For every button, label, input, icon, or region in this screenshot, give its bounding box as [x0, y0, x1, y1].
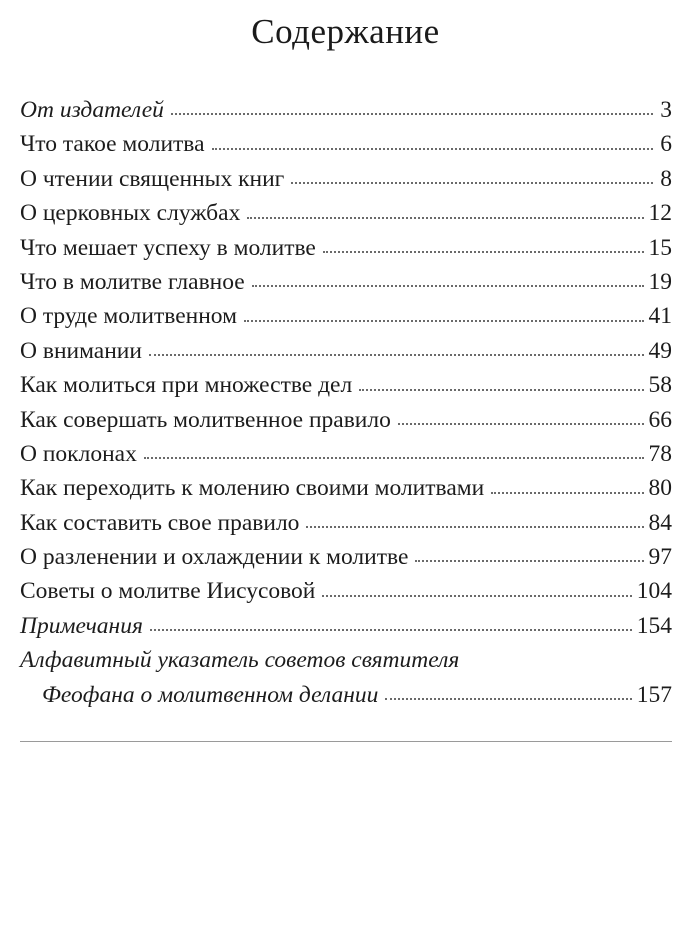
toc-entry-label: О разленении и охлаждении к молитве — [20, 544, 409, 571]
leader-dots — [252, 285, 644, 287]
toc-entry-label: Как переходить к молению своими молитвами — [20, 475, 485, 502]
leader-dots — [149, 354, 644, 356]
toc-entry[interactable] — [20, 473, 672, 507]
toc-entry-label: Как молиться при множестве дел — [20, 372, 353, 399]
toc-entry-page: 41 — [648, 303, 672, 330]
toc-entry-page: 49 — [648, 337, 672, 364]
toc-entry[interactable] — [20, 129, 672, 163]
leader-dots — [323, 251, 644, 253]
leader-dots — [415, 560, 643, 562]
toc-entry-page: 6 — [660, 131, 672, 158]
toc-entry[interactable] — [20, 405, 672, 439]
toc-entry-label: Что мешает успеху в молитве — [20, 234, 316, 261]
toc-entry[interactable] — [20, 233, 672, 267]
toc-entry-page: 78 — [648, 440, 672, 467]
toc-entry-page: 97 — [648, 544, 672, 571]
toc-entry-label: Что такое молитва — [20, 131, 205, 158]
toc-entry-page: 84 — [648, 509, 672, 536]
toc-entry-label: О внимании — [20, 337, 142, 364]
leader-dots — [491, 492, 643, 494]
leader-dots — [171, 113, 653, 115]
toc-entry-label: Как составить свое правило — [20, 509, 300, 536]
toc-entry[interactable] — [20, 542, 672, 576]
toc-entry[interactable] — [20, 576, 672, 610]
toc-entry-page: 19 — [648, 268, 672, 295]
toc-entry-page: 104 — [636, 578, 672, 605]
leader-dots — [150, 629, 632, 631]
toc-entry[interactable] — [20, 370, 672, 404]
divider-line — [20, 741, 672, 742]
toc-entry-page: 58 — [648, 372, 672, 399]
toc-entry-label: О труде молитвенном — [20, 303, 237, 330]
toc-entry-label: Что в молитве главное — [20, 268, 245, 295]
toc-entry[interactable] — [20, 336, 672, 370]
toc-entry[interactable] — [20, 95, 672, 129]
toc-entry-page: 15 — [648, 234, 672, 261]
toc-entry-page: 157 — [636, 681, 672, 708]
leader-dots — [244, 320, 644, 322]
leader-dots — [306, 526, 643, 528]
toc-entry-label: О церковных службах — [20, 200, 241, 227]
leader-dots — [291, 182, 653, 184]
toc-entry[interactable] — [20, 267, 672, 301]
toc-entry[interactable] — [20, 198, 672, 232]
toc-entry-page: 12 — [648, 200, 672, 227]
toc-entry-page: 80 — [648, 475, 672, 502]
toc-entry-label: Советы о молитве Иисусовой — [20, 578, 316, 605]
toc-entry-index[interactable] — [20, 680, 672, 714]
table-of-contents — [20, 95, 672, 714]
leader-dots — [385, 698, 631, 700]
toc-entry-label: Примечания — [20, 612, 143, 639]
leader-dots — [144, 457, 644, 459]
toc-entry-label: Как совершать молитвенное правило — [20, 406, 391, 433]
toc-entry[interactable] — [20, 439, 672, 473]
toc-entry[interactable] — [20, 301, 672, 335]
toc-entry-page: 66 — [648, 406, 672, 433]
leader-dots — [212, 148, 653, 150]
toc-entry-page: 3 — [660, 97, 672, 123]
page-title: Содержание — [251, 12, 440, 51]
leader-dots — [322, 595, 631, 597]
toc-entry-page: 8 — [660, 165, 672, 192]
toc-entry-label: От издателей — [20, 97, 164, 123]
toc-entry-label: Феофана о молитвенном делании — [42, 681, 379, 708]
toc-entry-label: О поклонах — [20, 440, 137, 467]
toc-entry[interactable] — [20, 611, 672, 645]
toc-entry-label: О чтении священных книг — [20, 165, 285, 192]
toc-entry[interactable] — [20, 164, 672, 198]
toc-entry[interactable] — [20, 508, 672, 542]
leader-dots — [247, 217, 643, 219]
leader-dots — [359, 389, 643, 391]
leader-dots — [398, 423, 644, 425]
toc-entry-index-line1[interactable]: Алфавитный указатель советов святителя — [20, 647, 460, 674]
toc-entry-page: 154 — [636, 612, 672, 639]
